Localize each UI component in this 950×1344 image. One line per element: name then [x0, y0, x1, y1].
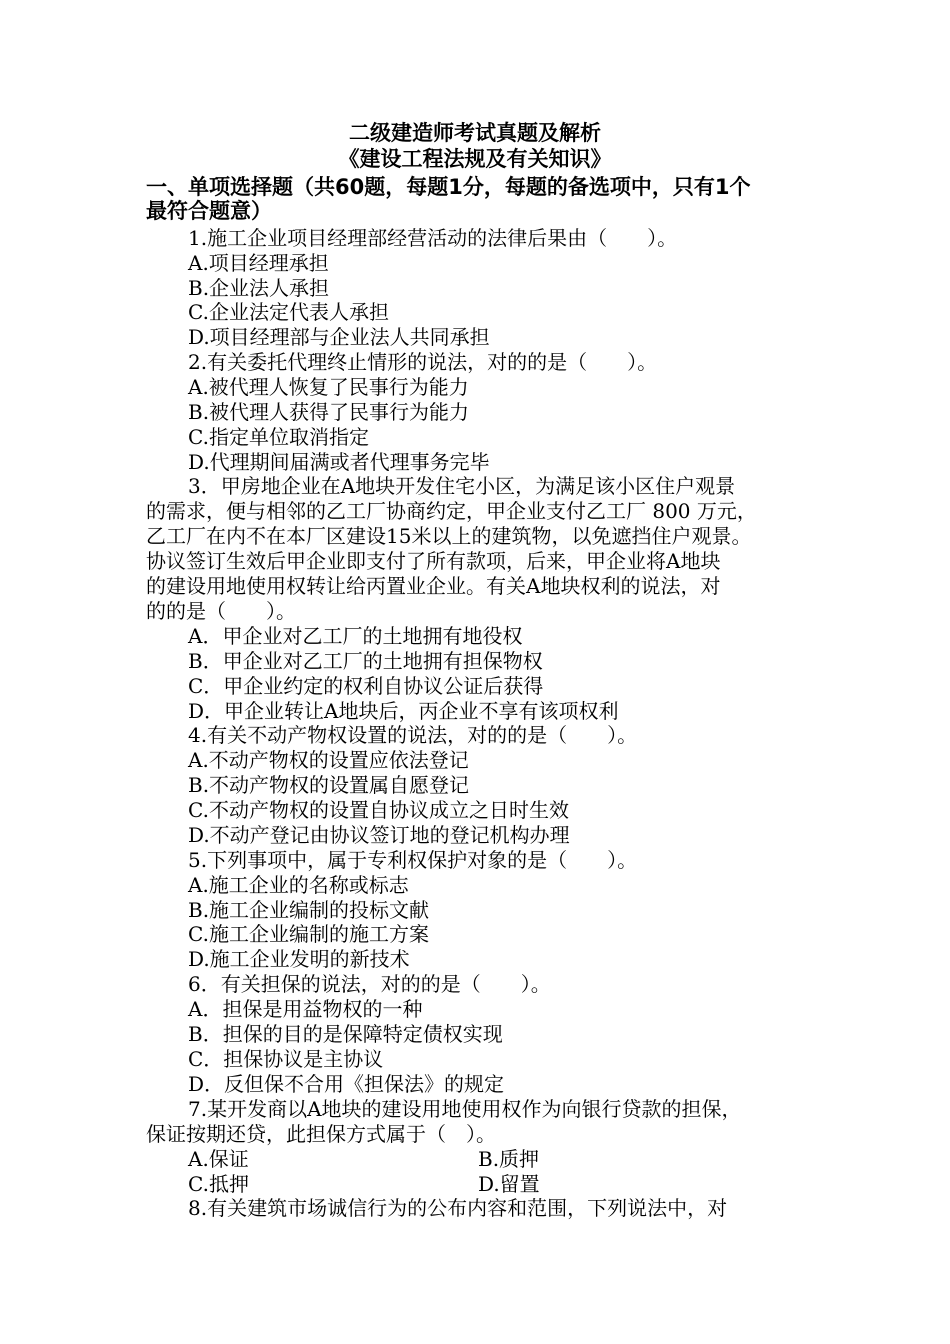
question-6-option-d: D．反但保不合用《担保法》的规定	[188, 1072, 505, 1096]
question-3-line-2: 的需求，便与相邻的乙工厂协商约定，甲企业支付乙工厂 800 万元，	[146, 499, 757, 523]
question-2-option-b: B.被代理人获得了民事行为能力	[188, 400, 470, 424]
question-2-option-d: D.代理期间届满或者代理事务完毕	[188, 450, 490, 474]
question-3-option-d: D．甲企业转让A地块后，丙企业不享有该项权利	[188, 699, 619, 723]
question-3-line-1: 3．甲房地企业在A地块开发住宅小区，为满足该小区住户观景	[188, 474, 736, 498]
question-5-option-d: D.施工企业发明的新技术	[188, 947, 410, 971]
question-1-stem: 1.施工企业项目经理部经营活动的法律后果由（ ）。	[188, 226, 678, 250]
question-6-option-c: C．担保协议是主协议	[188, 1047, 384, 1071]
question-1-option-c: C.企业法定代表人承担	[188, 300, 389, 324]
question-7-line-2: 保证按期还贷，此担保方式属于（ ）。	[146, 1122, 496, 1146]
question-3-option-a: A．甲企业对乙工厂的土地拥有地役权	[188, 624, 523, 648]
question-3-line-4: 协议签订生效后甲企业即支付了所有款项，后来，甲企业将A地块	[146, 549, 721, 573]
section-heading-line-2: 最符合题意）	[146, 199, 272, 223]
question-2-option-a: A.被代理人恢复了民事行为能力	[188, 375, 469, 399]
question-1-option-b: B.企业法人承担	[188, 276, 330, 300]
question-1-option-a: A.项目经理承担	[188, 251, 329, 275]
question-4-option-d: D.不动产登记由协议签订地的登记机构办理	[188, 823, 570, 847]
question-7-option-b: B.质押	[478, 1147, 540, 1171]
question-6-stem: 6．有关担保的说法，对的的是（ ）。	[188, 972, 551, 996]
question-3-option-b: B．甲企业对乙工厂的土地拥有担保物权	[188, 649, 543, 673]
question-3-line-3: 乙工厂在内不在本厂区建设15米以上的建筑物，以免遮挡住户观景。	[146, 524, 752, 548]
document-title: 二级建造师考试真题及解析	[349, 121, 601, 145]
question-4-option-a: A.不动产物权的设置应依法登记	[188, 748, 469, 772]
question-4-option-c: C.不动产物权的设置自协议成立之日时生效	[188, 798, 569, 822]
question-5-option-a: A.施工企业的名称或标志	[188, 873, 409, 897]
question-5-option-b: B.施工企业编制的投标文献	[188, 898, 430, 922]
question-3-option-c: C．甲企业约定的权利自协议公证后获得	[188, 674, 544, 698]
question-1-option-d: D.项目经理部与企业法人共同承担	[188, 325, 490, 349]
question-2-stem: 2.有关委托代理终止情形的说法，对的的是（ ）。	[188, 350, 658, 374]
question-2-option-c: C.指定单位取消指定	[188, 425, 369, 449]
question-3-line-5: 的建设用地使用权转让给丙置业企业。有关A地块权利的说法，对	[146, 574, 721, 598]
question-8-line-1: 8.有关建筑市场诚信行为的公布内容和范围，下列说法中，对	[188, 1196, 728, 1220]
question-4-option-b: B.不动产物权的设置属自愿登记	[188, 773, 470, 797]
question-3-line-6: 的的是（ ）。	[146, 599, 296, 623]
document-subtitle: 《建设工程法规及有关知识》	[338, 147, 612, 171]
question-5-option-c: C.施工企业编制的施工方案	[188, 922, 429, 946]
question-5-stem: 5.下列事项中，属于专利权保护对象的是（ ）。	[188, 848, 638, 872]
question-7-option-a: A.保证	[188, 1147, 249, 1171]
section-heading	[146, 175, 826, 223]
question-6-option-a: A．担保是用益物权的一种	[188, 997, 423, 1021]
question-7-option-d: D.留置	[478, 1172, 540, 1196]
section-heading-line-1: 一、单项选择题（共60题，每题1分，每题的备选项中，只有1个	[146, 175, 751, 199]
question-7-option-c: C.抵押	[188, 1172, 249, 1196]
question-4-stem: 4.有关不动产物权设置的说法，对的的是（ ）。	[188, 723, 638, 747]
question-7-line-1: 7.某开发商以A地块的建设用地使用权作为向银行贷款的担保，	[188, 1097, 742, 1121]
question-6-option-b: B．担保的目的是保障特定债权实现	[188, 1022, 503, 1046]
